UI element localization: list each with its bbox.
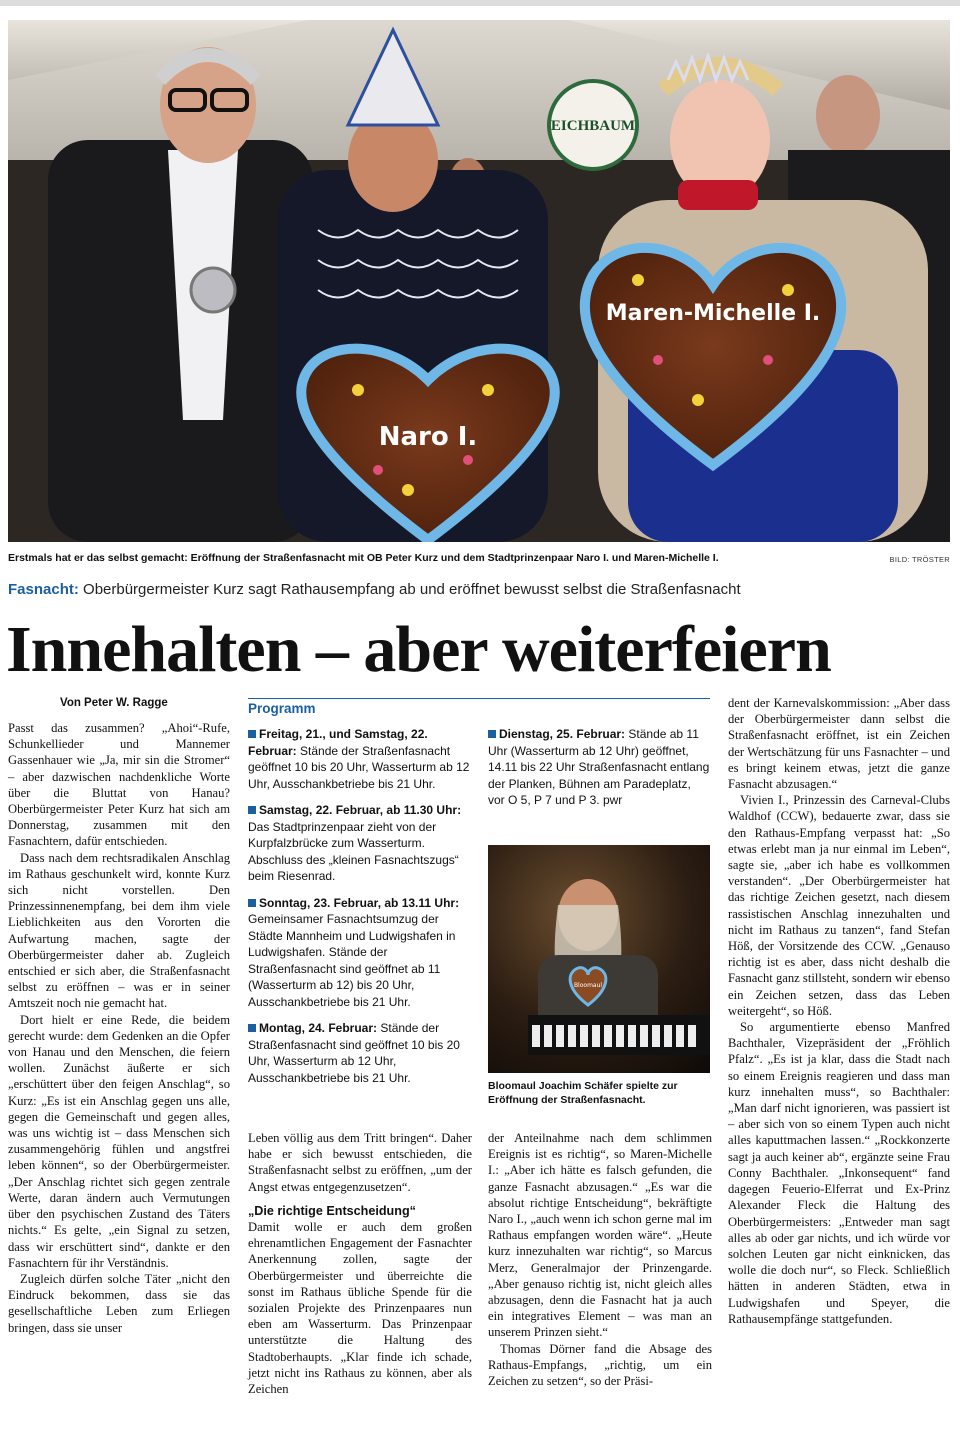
kicker-text: Oberbürgermeister Kurz sagt Rathausempfang ab und eröffnet bewusst selbst die Straßenfasnacht — [78, 581, 741, 598]
paragraph: Leben völlig aus dem Tritt bringen“. Daher habe er sich bewusst entschieden, die Straßenfasnacht selbst zu eröffnen, „um der Angst etwas entgegenzusetzen“. — [248, 1131, 472, 1194]
program-text: Stände ab 11 Uhr (Wasserturm ab 12 Uhr) geöffnet, 14.11 bis 22 Uhr Straßenfasnacht entlang der Planken, Bühnen am Paradeplatz, vor O 5, P 7 und P 3. pwr — [488, 727, 710, 807]
bullet-square-icon — [488, 730, 496, 738]
sign-text: EICHBAUM — [550, 118, 636, 134]
bg-man-head — [816, 75, 880, 155]
program-item — [488, 726, 710, 809]
musician-photo-illustration — [488, 845, 710, 1073]
program-text: Stände der Straßenfasnacht sind geöffnet 10 bis 20 Uhr, Wasserturm ab 12 Uhr, Ausschankbetriebe bis 21 Uhr. — [248, 1021, 460, 1085]
article-column-4 — [728, 695, 950, 1327]
program-text: Stände der Straßenfasnacht geöffnet 10 bis 20 Uhr, Wasserturm ab 12 Uhr, Ausschankbetriebe bis 21 Uhr. — [248, 743, 470, 791]
headline: Innehalten – aber weiterfeiern — [6, 613, 831, 686]
program-item — [248, 726, 474, 792]
article-column-3 — [488, 1130, 712, 1389]
paragraph: Zugleich dürfen solche Täter „nicht den Eindruck bekommen, dass sie das gesellschaftliche Leben zum Erliegen bringen, dass sie unser — [8, 1271, 230, 1335]
bullet-square-icon — [248, 806, 256, 814]
heart-maren-text: Maren-Michelle I. — [605, 301, 821, 326]
paragraph: Dort hielt er eine Rede, die beidem gerecht wurde: dem Gedenken an die Opfer von Hanau und den Menschen, die feiern wollen. Zunächst äußerte er sich „erschüttert über den feigen Anschlag“, so Kurz: „Es ist ein Anschlag gegen uns alle, gegen die Gemeinschaft und gegen alles, was uns wichtig ist – dass Menschen sich zusammengehörig fühlen und angstfrei leben können“, so der Oberbürgermeister. „Der Anschlag richtet sich gegen zentrale Werte, daran ändern auch Vermutungen über den psychischen Zustand des Täters nichts.“ Es gelte, „ein Signal zu setzen, dass wir erschüttert sind“, dankte er den Fasnachtern für ihr Verständnis. — [8, 1012, 230, 1270]
program-right-column — [488, 726, 710, 819]
musician-caption: Bloomaul Joachim Schäfer spielte zur Eröffnung der Straßenfasnacht. — [488, 1080, 678, 1106]
medal — [191, 268, 235, 312]
program-date: Freitag, 21., und Samstag, 22. Februar: — [248, 727, 428, 758]
author-byline: Von Peter W. Ragge — [60, 697, 168, 709]
paragraph: So argumentierte ebenso Manfred Bachthaler, Vizepräsident der „Fröhlich Pfalz“. „Es ist ja klar, dass die Stadt nach so einem Ereignis reagieren und dass man kurz innehalten muss“, so Bachthaler: „Man darf nicht ignorieren, was passiert ist – aber sich von so einem Typen auch nicht alles kaputtmachen lassen.“ „Rockkonzerte sagt ja auch keiner ab“, ergänzte seine Frau Conny Bachthaler. „Inkonsequent“ fand dagegen Feuerio-Elferrat und Ex-Prinz Alexander Fleck die Haltung des Oberbürgermeisters: „Entweder man sagt alles ab oder gar nichts, und ich würde vor solchen Leuten gar nicht einknicken, das wolle die doch nur“, so Fleck. Schließlich hätten in anderen Städten, etwa in Ludwigshafen und Speyer, die Rathausempfänge stattgefunden. — [728, 1020, 950, 1326]
paragraph: dent der Karnevalskommission: „Aber dass der Oberbürgermeister dann selbst die Straßenfasnacht eröffnet, ist ein Zeichen der Wertschätzung für uns Fasnachter – und es bringt keinem etwas, jetzt die ganze Fasnacht abzusagen.“ — [728, 696, 950, 792]
musician-photo — [488, 845, 710, 1073]
article-column-2 — [248, 1130, 472, 1397]
top-rule — [0, 0, 960, 6]
program-date: Dienstag, 25. Februar: — [499, 727, 626, 741]
bullet-square-icon — [248, 730, 256, 738]
program-item — [248, 895, 474, 1011]
paragraph: Dass nach dem rechtsradikalen Anschlag im Rathaus geschunkelt wird, konnte Kurz sich nicht vorstellen. Den Prinzessinnenempfang, bei dem ihm viele Lieblichkeiten aus den Vororten die Aufwartung machen, sagte der Oberbürgermeister daher ab. Zugleich entschied er sich aber, die Straßenfasnacht selbst zu eröffnen – was er in seiner Amtszeit noch nie gemacht hat. — [8, 850, 230, 1011]
kicker-label: Fasnacht: — [8, 581, 79, 598]
small-heart-text: Bloomaul — [573, 982, 603, 989]
program-item — [248, 802, 474, 885]
paragraph: Damit wolle er auch dem großen ehrenamtlichen Engagement der Fasnachter Anerkennung zollen, sagte der Oberbürgermeister und überreichte die sonst im Rathaus übliche Spende für die sozialen Projekte des Prinzenpaares nun eben am Wasserturm. Das Prinzenpaar unterstützte die Haltung des Stadtoberhaupts. „Klar finde ich schade, jetzt nicht ins Rathaus zu können, aber als Zeichen — [248, 1220, 472, 1397]
carnival-photo-illustration — [8, 20, 950, 542]
bullet-square-icon — [248, 1024, 256, 1032]
paragraph: Passt das zusammen? „Ahoi“-Rufe, Schunkellieder und Mannemer Gassenhauer wie „Ja, mir sin die Stromer“ – aber dazwischen nachdenkliche Worte über die Bluttat von Hanau? Oberbürgermeister Peter Kurz hat sich am Donnerstag, zusammen mit den Fasnachtern, dafür entschieden. — [8, 721, 230, 849]
paragraph: der Anteilnahme nach dem schlimmen Ereignis ist es richtig“, so Maren-Michelle I.: „Aber ich hätte es falsch gefunden, die ganze Fasnacht abzusagen.“ „Es war die absolut richtige Entscheidung“, bekräftigte Naro I., „auch wenn ich schon gerne mal im Rathaus empfangen worden wäre“. „Heute kurz innezuhalten war richtig“, so Marcus Merz, Generalmajor der Prinzengarde. „Aber genauso richtig ist, nicht gleich alles abzusagen, denn die Fasnacht hat ja auch ein integratives Element – was man an unserem Prinzen sieht.“ — [488, 1131, 712, 1340]
program-text: Das Stadtprinzenpaar zieht von der Kurpfalzbrücke zum Wasserturm. Abschluss des „kleinen Fasnachtszugs“ beim Riesenrad. — [248, 819, 459, 883]
main-photo — [8, 20, 950, 542]
program-title: Programm — [248, 698, 710, 716]
heart-naro-text: Naro I. — [378, 422, 478, 452]
program-date: Samstag, 22. Februar, ab 11.30 Uhr: — [259, 803, 462, 817]
subheading: „Die richtige Entscheidung“ — [248, 1203, 416, 1218]
program-date: Sonntag, 23. Februar, ab 13.11 Uhr: — [259, 895, 460, 910]
program-date: Montag, 24. Februar: — [259, 1021, 378, 1035]
kicker — [8, 581, 741, 598]
photo-caption: Erstmals hat er das selbst gemacht: Eröffnung der Straßenfasnacht mit OB Peter Kurz und dem Stadtprinzenpaar Naro I. und Maren-Michelle I. — [8, 552, 719, 564]
paragraph: Vivien I., Prinzessin des Carneval-Clubs Waldhof (CCW), bedauerte zwar, dass sie den Rathaus-Empfang verpasst hat: „So etwas erlebt man ja nur einmal im Leben“, sagte sie, „aber ich habe es vollkommen verstanden“. „Der Oberbürgermeister hat das richtige Zeichen gesetzt, nach diesem rassistischen Anschlag innezuhalten und nicht im Rathaus zu tanzen“, fand Stefan Höß, der Vorsitzende des CCW. „Genauso richtig ist es aber, dass nicht deshalb die Fasnacht ganz stillsteht, sondern wir ebenso ein Zeichen setzen, dass das Leben weitergeht“, so Höß. — [728, 793, 950, 1018]
program-text: Gemeinsamer Fasnachtsumzug der Städte Mannheim und Ludwigshafen in Ludwigshafen. Stände der Straßenfasnacht sind geöffnet ab 11 (Wasserturm ab 12) bis 20 Uhr, Ausschankbetriebe bis 21 Uhr. — [248, 912, 456, 1009]
program-left-column — [248, 726, 474, 1096]
bullet-square-icon — [248, 899, 256, 907]
photo-credit: BILD: TRÖSTER — [889, 555, 950, 564]
article-column-1 — [8, 720, 230, 1336]
paragraph: Thomas Dörner fand die Absage des Rathaus-Empfangs, „richtig, um ein Zeichen zu setzen“, so der Präsi- — [488, 1341, 712, 1389]
program-item — [248, 1020, 474, 1086]
